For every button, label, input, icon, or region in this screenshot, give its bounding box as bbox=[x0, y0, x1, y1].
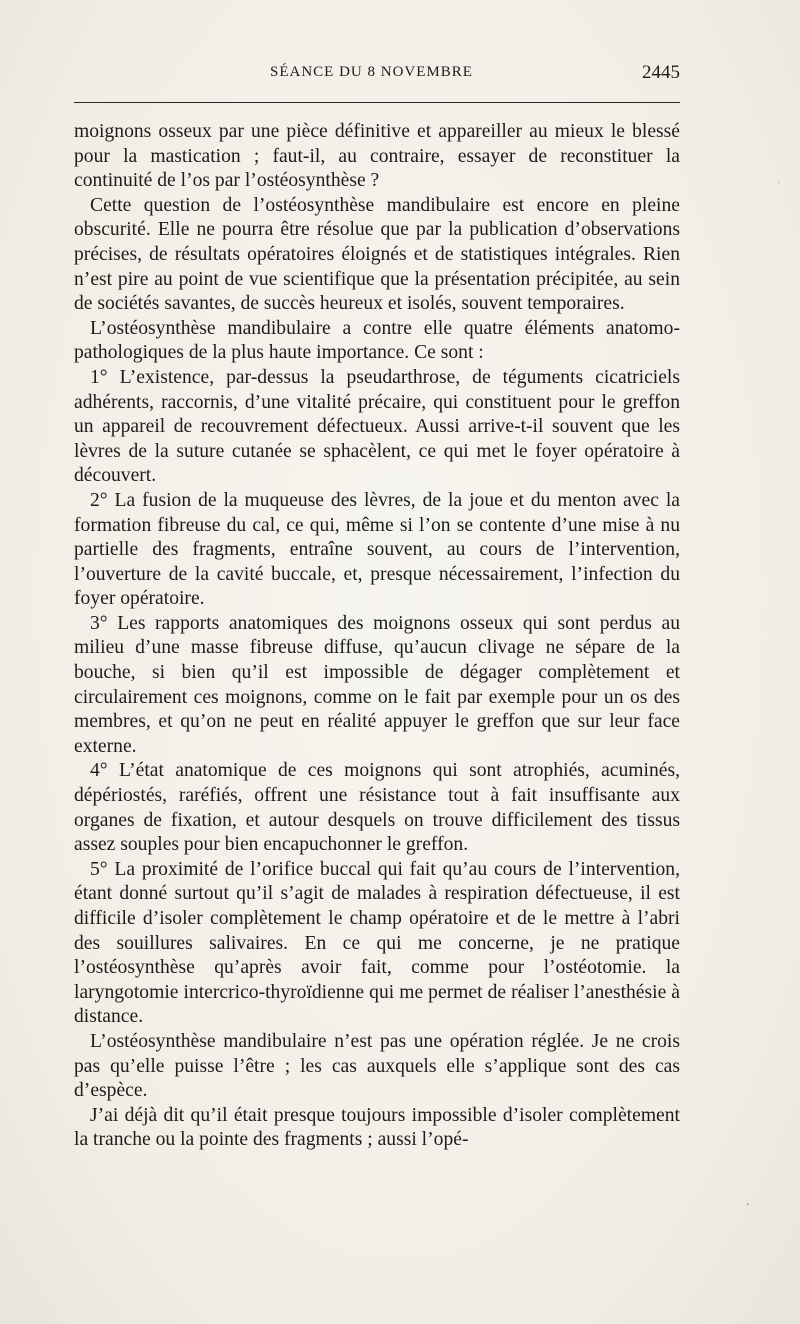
paragraph-elements-intro: L’ostéosynthèse mandibulaire a contre elle quatre éléments anatomo-pathologiques de la plus haute importance. Ce sont : bbox=[74, 317, 680, 364]
paragraph-not-regulated: L’ostéosynthèse mandibulaire n’est pas une opération réglée. Je ne crois pas qu’elle puisse l’être ; les cas auxquels elle s’applique sont des cas d’espèce. bbox=[74, 1030, 680, 1102]
margin-speck: ᶜ bbox=[778, 178, 781, 189]
paragraph-question: Cette question de l’ostéosynthèse mandibulaire est encore en pleine obscurité. Elle ne pourra être résolue que par la publication d’observations précises, de résultats opératoires éloignés et de statistiques intégrales. Rien n’est pire au point de vue scientifique que la présentation précipitée, au sein de sociétés savantes, de succès heureux et isolés, souvent temporaires. bbox=[74, 194, 680, 315]
paragraph-point-5: 5° La proximité de l’orifice buccal qui fait qu’au cours de l’intervention, étant donné surtout qu’il s’agit de malades à respiration défectueuse, il est difficile d’isoler complètement le champ opératoire et de le mettre à l’abri des souillures salivaires. En ce qui me concerne, je ne pratique l’ostéosynthèse qu’après avoir fait, comme pour l’ostéotomie. la laryngotomie intercrico-thyroïdienne qui me permet de réaliser l’anesthésie à distance. bbox=[74, 858, 680, 1028]
paragraph-point-1: 1° L’existence, par-dessus la pseudarthrose, de téguments cicatriciels adhérents, raccornis, d’une vitalité précaire, qui constituent pour le greffon un appareil de recouvrement défectueux. Aussi arrive-t-il souvent que les lèvres de la suture cutanée se sphacèlent, ce qui met le foyer opératoire à découvert. bbox=[74, 366, 680, 487]
margin-speck: • bbox=[746, 1200, 750, 1211]
page-number: 2445 bbox=[642, 62, 680, 83]
paragraph-point-4: 4° L’état anatomique de ces moignons qui sont atrophiés, acuminés, dépériostés, raréfiés, offrent une résistance tout à fait insuffisante aux organes de fixation, et autour desquels on trouve difficilement des tissus assez souples pour bien encapuchonner le greffon. bbox=[74, 760, 680, 856]
paragraph-point-3: 3° Les rapports anatomiques des moignons osseux qui sont perdus au milieu d’une masse fibreuse diffuse, qu’aucun clivage ne sépare de la bouche, si bien qu’il est impossible de dégager complètement et circulairement ces moignons, comme on le fait par exemple pour un os des membres, et qu’on ne peut en réalité appuyer le greffon que sur leur face externe. bbox=[74, 612, 680, 757]
page-header bbox=[74, 64, 680, 92]
header-rule bbox=[74, 102, 680, 103]
body-text bbox=[74, 120, 680, 1153]
paragraph-final: J’ai déjà dit qu’il était presque toujours impossible d’isoler complètement la tranche ou la pointe des fragments ; aussi l’opé- bbox=[74, 1104, 680, 1151]
paragraph-continuation: moignons osseux par une pièce définitive et appareiller au mieux le blessé pour la mastication ; faut-il, au contraire, essayer de reconstituer la continuité de l’os par l’ostéosynthèse ? bbox=[74, 121, 680, 192]
paragraph-point-2: 2° La fusion de la muqueuse des lèvres, de la joue et du menton avec la formation fibreuse du cal, ce qui, même si l’on se contente d’une mise à nu partielle des fragments, entraîne souvent, au cours de l’intervention, l’ouverture de la cavité buccale, et, presque nécessairement, l’infection du foyer opératoire. bbox=[74, 489, 680, 610]
running-title: SÉANCE DU 8 NOVEMBRE bbox=[270, 64, 473, 80]
